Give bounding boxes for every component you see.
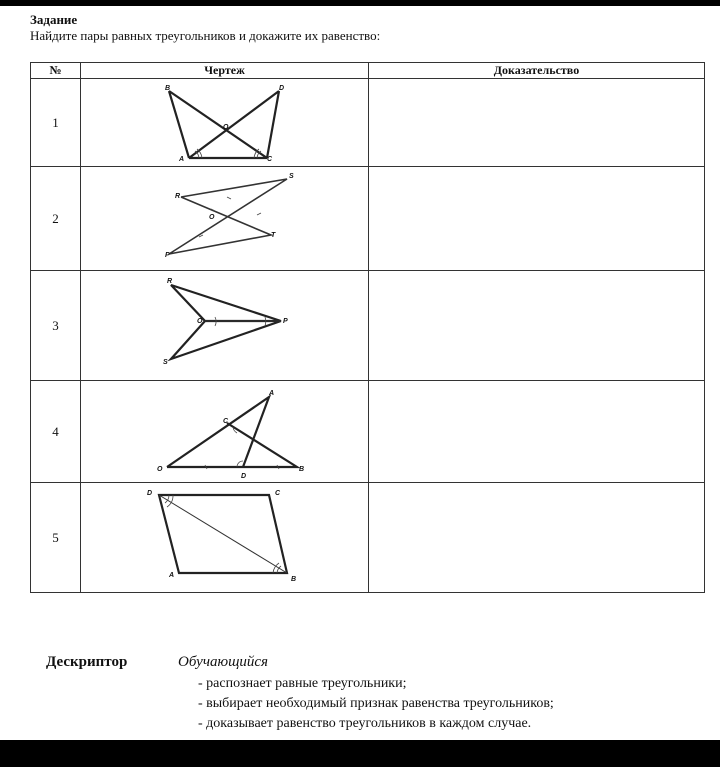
header-number: № [31, 63, 81, 79]
header-drawing: Чертеж [81, 63, 369, 79]
label-R: R [175, 193, 181, 200]
row-number: 2 [31, 167, 81, 271]
label-A: A [179, 156, 185, 163]
table-row [31, 167, 705, 271]
label-O: O [157, 466, 163, 473]
figure-1-triangles [81, 79, 369, 167]
criterion-item: - выбирает необходимый признак равенства треугольников; [198, 696, 554, 711]
label-S: S [289, 173, 294, 180]
task-table [30, 62, 705, 593]
row-number: 5 [31, 483, 81, 593]
descriptor-subject: Обучающийся [178, 654, 269, 670]
proof-cell[interactable] [369, 79, 705, 167]
label-C: C [267, 156, 273, 163]
descriptor-criteria [198, 674, 554, 734]
table-row [31, 483, 705, 593]
figure-2-triangles [81, 167, 369, 271]
label-D: D [241, 473, 247, 480]
header-proof: Доказательство [369, 63, 705, 79]
proof-cell[interactable] [369, 271, 705, 381]
table-header-row [31, 63, 705, 79]
label-O: O [197, 318, 203, 325]
proof-cell[interactable] [369, 381, 705, 483]
task-text: Найдите пары равных треугольников и докажите их равенство: [30, 28, 381, 43]
task-heading: Задание [30, 12, 78, 27]
drawing-cell [81, 381, 369, 483]
drawing-cell [81, 271, 369, 381]
figure-3-triangles [81, 271, 369, 381]
criterion-item: - распознает равные треугольники; [198, 676, 407, 691]
row-number: 1 [31, 79, 81, 167]
label-O: O [223, 124, 229, 131]
label-A: A [169, 572, 175, 579]
proof-cell[interactable] [369, 167, 705, 271]
label-P: P [283, 318, 288, 325]
criterion-item: - доказывает равенство треугольников в каждом случае. [198, 716, 532, 731]
drawing-cell [81, 167, 369, 271]
label-B: B [291, 576, 297, 583]
figure-5-quadrilateral [81, 483, 369, 593]
row-number: 3 [31, 271, 81, 381]
drawing-cell [81, 79, 369, 167]
table-row [31, 271, 705, 381]
label-S: S [163, 359, 168, 366]
label-P: P [165, 252, 170, 259]
label-R: R [167, 278, 173, 285]
descriptor-label: Дескриптор [46, 654, 128, 670]
proof-cell[interactable] [369, 483, 705, 593]
label-D: D [279, 85, 285, 92]
figure-4-triangles [81, 381, 369, 483]
label-C: C [223, 418, 229, 425]
label-B: B [165, 85, 171, 92]
label-B: B [299, 466, 305, 473]
worksheet [0, 6, 720, 740]
table-row [31, 79, 705, 167]
table-row [31, 381, 705, 483]
label-T: T [271, 232, 276, 239]
label-A: A [269, 390, 275, 397]
drawing-cell [81, 483, 369, 593]
label-O: O [209, 214, 215, 221]
label-C: C [275, 490, 281, 497]
row-number: 4 [31, 381, 81, 483]
label-D: D [147, 490, 153, 497]
